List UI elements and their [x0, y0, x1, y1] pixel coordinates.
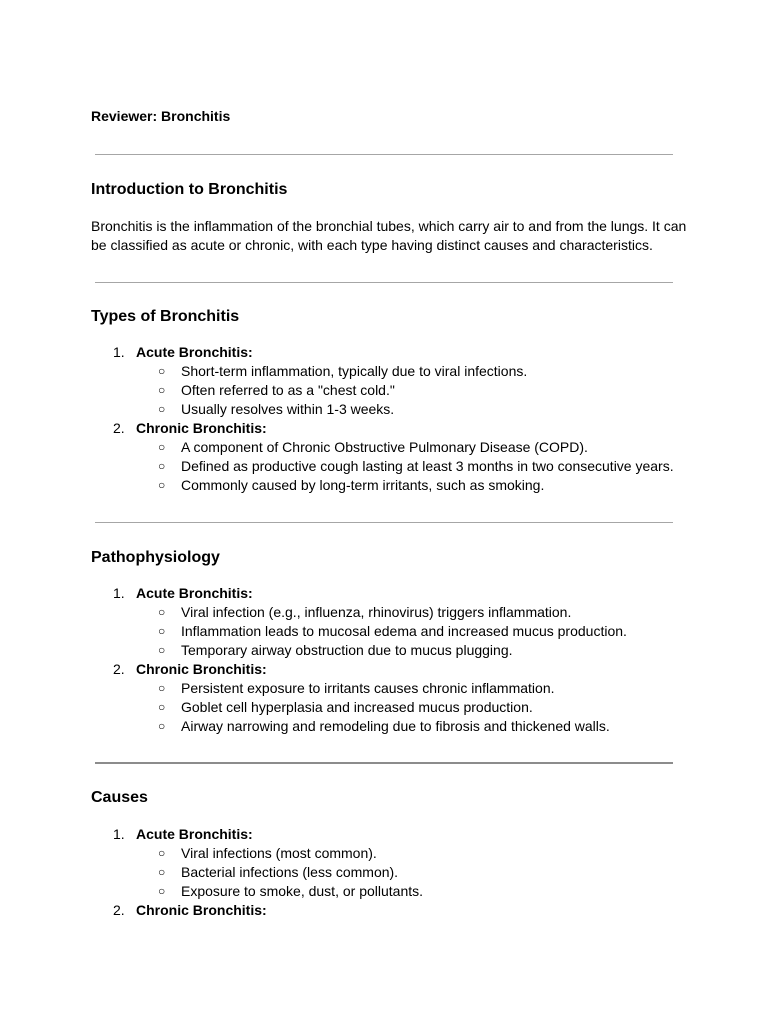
divider: [95, 762, 673, 764]
sub-list-item: [91, 698, 691, 717]
list-number: 2.: [113, 902, 125, 918]
causes-list: [91, 825, 691, 920]
circle-bullet-icon: ○: [158, 681, 166, 695]
list-item: [91, 901, 691, 920]
divider: [95, 154, 673, 155]
sub-list-item: [91, 438, 691, 457]
section-heading-types: Types of Bronchitis: [91, 308, 240, 325]
sub-list-item: [91, 400, 691, 419]
section-heading-introduction: Introduction to Bronchitis: [91, 181, 288, 198]
circle-bullet-icon: ○: [158, 624, 166, 638]
section-heading-causes: Causes: [91, 789, 148, 806]
sub-list-text: Temporary airway obstruction due to mucus plugging.: [181, 642, 513, 658]
document-title: Reviewer: Bronchitis: [91, 108, 231, 124]
list-number: 2.: [113, 661, 125, 677]
list-item: [91, 419, 691, 438]
circle-bullet-icon: ○: [158, 719, 166, 733]
sub-list-text: Inflammation leads to mucosal edema and increased mucus production.: [181, 623, 627, 639]
circle-bullet-icon: ○: [158, 402, 166, 416]
list-number: 2.: [113, 420, 125, 436]
pathophysiology-list: [91, 584, 691, 736]
list-item-label: Acute Bronchitis:: [136, 585, 253, 601]
sub-list-text: Often referred to as a "chest cold.": [181, 382, 395, 398]
sub-list-item: [91, 622, 691, 641]
sub-list-item: [91, 717, 691, 736]
introduction-paragraph: Bronchitis is the inflammation of the bronchial tubes, which carry air to and from the lungs. It can be classified as acute or chronic, with each type having distinct causes and characteristics.: [91, 218, 687, 253]
sub-list-item: [91, 641, 691, 660]
sub-list-text: Viral infections (most common).: [181, 845, 377, 861]
list-item: [91, 584, 691, 603]
sub-list-text: Goblet cell hyperplasia and increased mucus production.: [181, 699, 533, 715]
sub-list-item: [91, 457, 691, 476]
sub-list-text: Persistent exposure to irritants causes chronic inflammation.: [181, 680, 555, 696]
sub-list-item: [91, 381, 691, 400]
sub-list-item: [91, 863, 691, 882]
list-item-label: Acute Bronchitis:: [136, 826, 253, 842]
list-number: 1.: [113, 585, 125, 601]
list-item-label: Acute Bronchitis:: [136, 344, 253, 360]
sub-list-text: Airway narrowing and remodeling due to fibrosis and thickened walls.: [181, 718, 610, 734]
sub-list-text: Bacterial infections (less common).: [181, 864, 399, 880]
list-item-label: Chronic Bronchitis:: [136, 661, 267, 677]
list-item: [91, 825, 691, 844]
list-number: 1.: [113, 344, 125, 360]
sub-list-item: [91, 476, 691, 495]
list-item: [91, 660, 691, 679]
sub-list-text: Short-term inflammation, typically due to viral infections.: [181, 363, 528, 379]
circle-bullet-icon: ○: [158, 605, 166, 619]
section-heading-pathophysiology: Pathophysiology: [91, 549, 220, 566]
divider: [95, 522, 673, 523]
list-item: [91, 343, 691, 362]
sub-list-text: Defined as productive cough lasting at least 3 months in two consecutive years.: [181, 458, 674, 474]
sub-list-text: Viral infection (e.g., influenza, rhinovirus) triggers inflammation.: [181, 604, 572, 620]
sub-list-item: [91, 603, 691, 622]
sub-list-item: [91, 882, 691, 901]
list-item-label: Chronic Bronchitis:: [136, 902, 267, 918]
circle-bullet-icon: ○: [158, 478, 166, 492]
circle-bullet-icon: ○: [158, 846, 166, 860]
list-item-label: Chronic Bronchitis:: [136, 420, 267, 436]
circle-bullet-icon: ○: [158, 459, 166, 473]
circle-bullet-icon: ○: [158, 364, 166, 378]
circle-bullet-icon: ○: [158, 865, 166, 879]
circle-bullet-icon: ○: [158, 884, 166, 898]
list-number: 1.: [113, 826, 125, 842]
circle-bullet-icon: ○: [158, 440, 166, 454]
sub-list-item: [91, 844, 691, 863]
sub-list-text: A component of Chronic Obstructive Pulmonary Disease (COPD).: [181, 439, 588, 455]
circle-bullet-icon: ○: [158, 383, 166, 397]
sub-list-text: Exposure to smoke, dust, or pollutants.: [181, 883, 424, 899]
sub-list-item: [91, 362, 691, 381]
divider: [95, 282, 673, 283]
types-list: [91, 343, 691, 495]
circle-bullet-icon: ○: [158, 700, 166, 714]
sub-list-text: Commonly caused by long-term irritants, such as smoking.: [181, 477, 545, 493]
sub-list-item: [91, 679, 691, 698]
sub-list-text: Usually resolves within 1-3 weeks.: [181, 401, 395, 417]
circle-bullet-icon: ○: [158, 643, 166, 657]
